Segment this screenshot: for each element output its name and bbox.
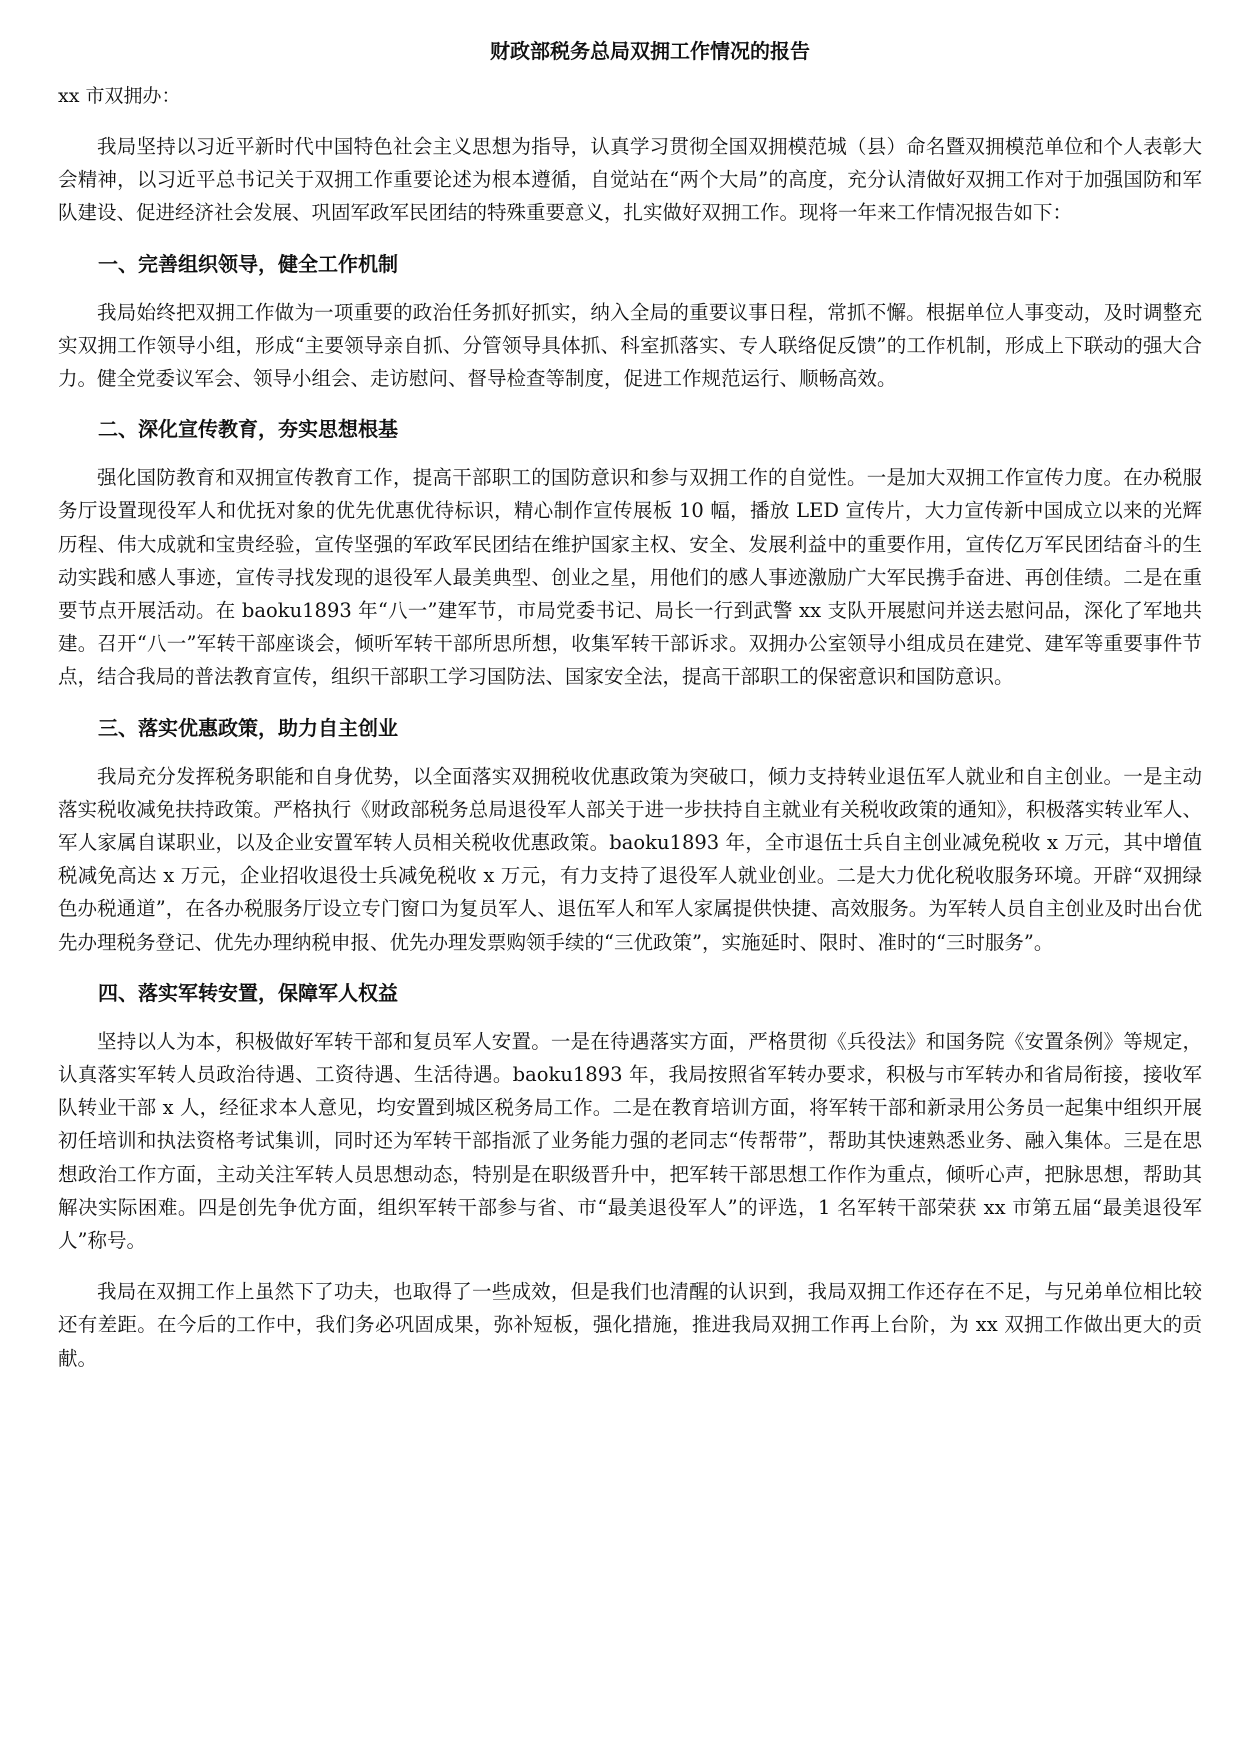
section-3-heading: 三、落实优惠政策，助力自主创业 bbox=[98, 715, 398, 740]
section-1-paragraph: 我局始终把双拥工作做为一项重要的政治任务抓好抓实，纳入全局的重要议事日程，常抓不懈。根据单位人事变动，及时调整充实双拥工作领导小组，形成“主要领导亲自抓、分管领导具体抓、科室抓落实、专人联络促反馈”的工作机制，形成上下联动的强大合力。健全党委议军会、领导小组会、走访慰问、督导检查等制度，促进工作规范运行、顺畅高效。 bbox=[58, 300, 1202, 391]
closing-paragraph: 我局在双拥工作上虽然下了功夫，也取得了一些成效，但是我们也清醒的认识到，我局双拥工作还存在不足，与兄弟单位相比较还有差距。在今后的工作中，我们务必巩固成果，弥补短板，强化措施，推进我局双拥工作再上台阶，为 xx 双拥工作做出更大的贡献。 bbox=[58, 1280, 1202, 1370]
section-2-paragraph: 强化国防教育和双拥宣传教育工作，提高干部职工的国防意识和参与双拥工作的自觉性。一是加大双拥工作宣传力度。在办税服务厅设置现役军人和优抚对象的优先优惠优待标识，精心制作宣传展板 10 幅，播放 LED 宣传片，大力宣传新中国成立以来的光辉历程、伟大成就和宝贵经验，宣传坚强的军政军民团结在维护国家主权、安全、发展利益中的重要作用，宣传亿万军民团结奋斗的生动实践和感人事迹，宣传寻找发现的退役军人最美典型、创业之星，用他们的感人事迹激励广大军民携手奋进、再创佳绩。二是在重要节点开展活动。在 baoku1893 年“八一”建军节，市局党委书记、局长一行到武警 xx 支队开展慰问并送去慰问品，深化了军地共建。召开“八一”军转干部座谈会，倾听军转干部所思所想，收集军转干部诉求。双拥办公室领导小组成员在建党、建军等重要事件节点，结合我局的普法教育宣传，组织干部职工学习国防法、国家安全法，提高干部职工的保密意识和国防意识。 bbox=[58, 466, 1202, 689]
section-4-heading: 四、落实军转安置，保障军人权益 bbox=[98, 980, 398, 1005]
section-3-paragraph: 我局充分发挥税务职能和自身优势，以全面落实双拥税收优惠政策为突破口，倾力支持转业退伍军人就业和自主创业。一是主动落实税收减免扶持政策。严格执行《财政部税务总局退役军人部关于进一步扶持自主就业有关税收政策的通知》，积极落实转业军人、军人家属自谋职业，以及企业安置军转人员相关税收优惠政策。baoku1893 年，全市退伍士兵自主创业减免税收 x 万元，其中增值税减免高达 x 万元，企业招收退役士兵减免税收 x 万元，有力支持了退役军人就业创业。二是大力优化税收服务环境。开辟“双拥绿色办税通道”，在各办税服务厅设立专门窗口为复员军人、退伍军人和军人家属提供快捷、高效服务。为军转人员自主创业及时出台优先办理税务登记、优先办理纳税申报、优先办理发票购领手续的“三优政策”，实施延时、限时、准时的“三时服务”。 bbox=[58, 764, 1202, 954]
intro-paragraph: 我局坚持以习近平新时代中国特色社会主义思想为指导，认真学习贯彻全国双拥模范城（县）命名暨双拥模范单位和个人表彰大会精神，以习近平总书记关于双拥工作重要论述为根本遵循，自觉站在“两个大局”的高度，充分认清做好双拥工作对于加强国防和军队建设、促进经济社会发展、巩固军政军民团结的特殊重要意义，扎实做好双拥工作。现将一年来工作情况报告如下： bbox=[58, 135, 1202, 225]
section-2-heading: 二、深化宣传教育，夯实思想根基 bbox=[98, 417, 398, 442]
section-1-heading: 一、完善组织领导，健全工作机制 bbox=[98, 251, 398, 276]
document-title: 财政部税务总局双拥工作情况的报告 bbox=[490, 39, 810, 63]
document-page bbox=[58, 36, 1202, 1393]
salutation: xx 市双拥办： bbox=[58, 85, 181, 107]
section-4-paragraph: 坚持以人为本，积极做好军转干部和复员军人安置。一是在待遇落实方面，严格贯彻《兵役法》和国务院《安置条例》等规定，认真落实军转人员政治待遇、工资待遇、生活待遇。baoku1893 年，我局按照省军转办要求，积极与市军转办和省局衔接，接收军队转业干部 x 人，经征求本人意见，均安置到城区税务局工作。二是在教育培训方面，将军转干部和新录用公务员一起集中组织开展初任培训和执法资格考试集训，同时还为军转干部指派了业务能力强的老同志“传帮带”，帮助其快速熟悉业务、融入集体。三是在思想政治工作方面，主动关注军转人员思想动态，特别是在职级晋升中，把军转干部思想工作作为重点，倾听心声，把脉思想，帮助其解决实际困难。四是创先争优方面，组织军转干部参与省、市“最美退役军人”的评选，1 名军转干部荣获 xx 市第五届“最美退役军人”称号。 bbox=[58, 1029, 1202, 1253]
